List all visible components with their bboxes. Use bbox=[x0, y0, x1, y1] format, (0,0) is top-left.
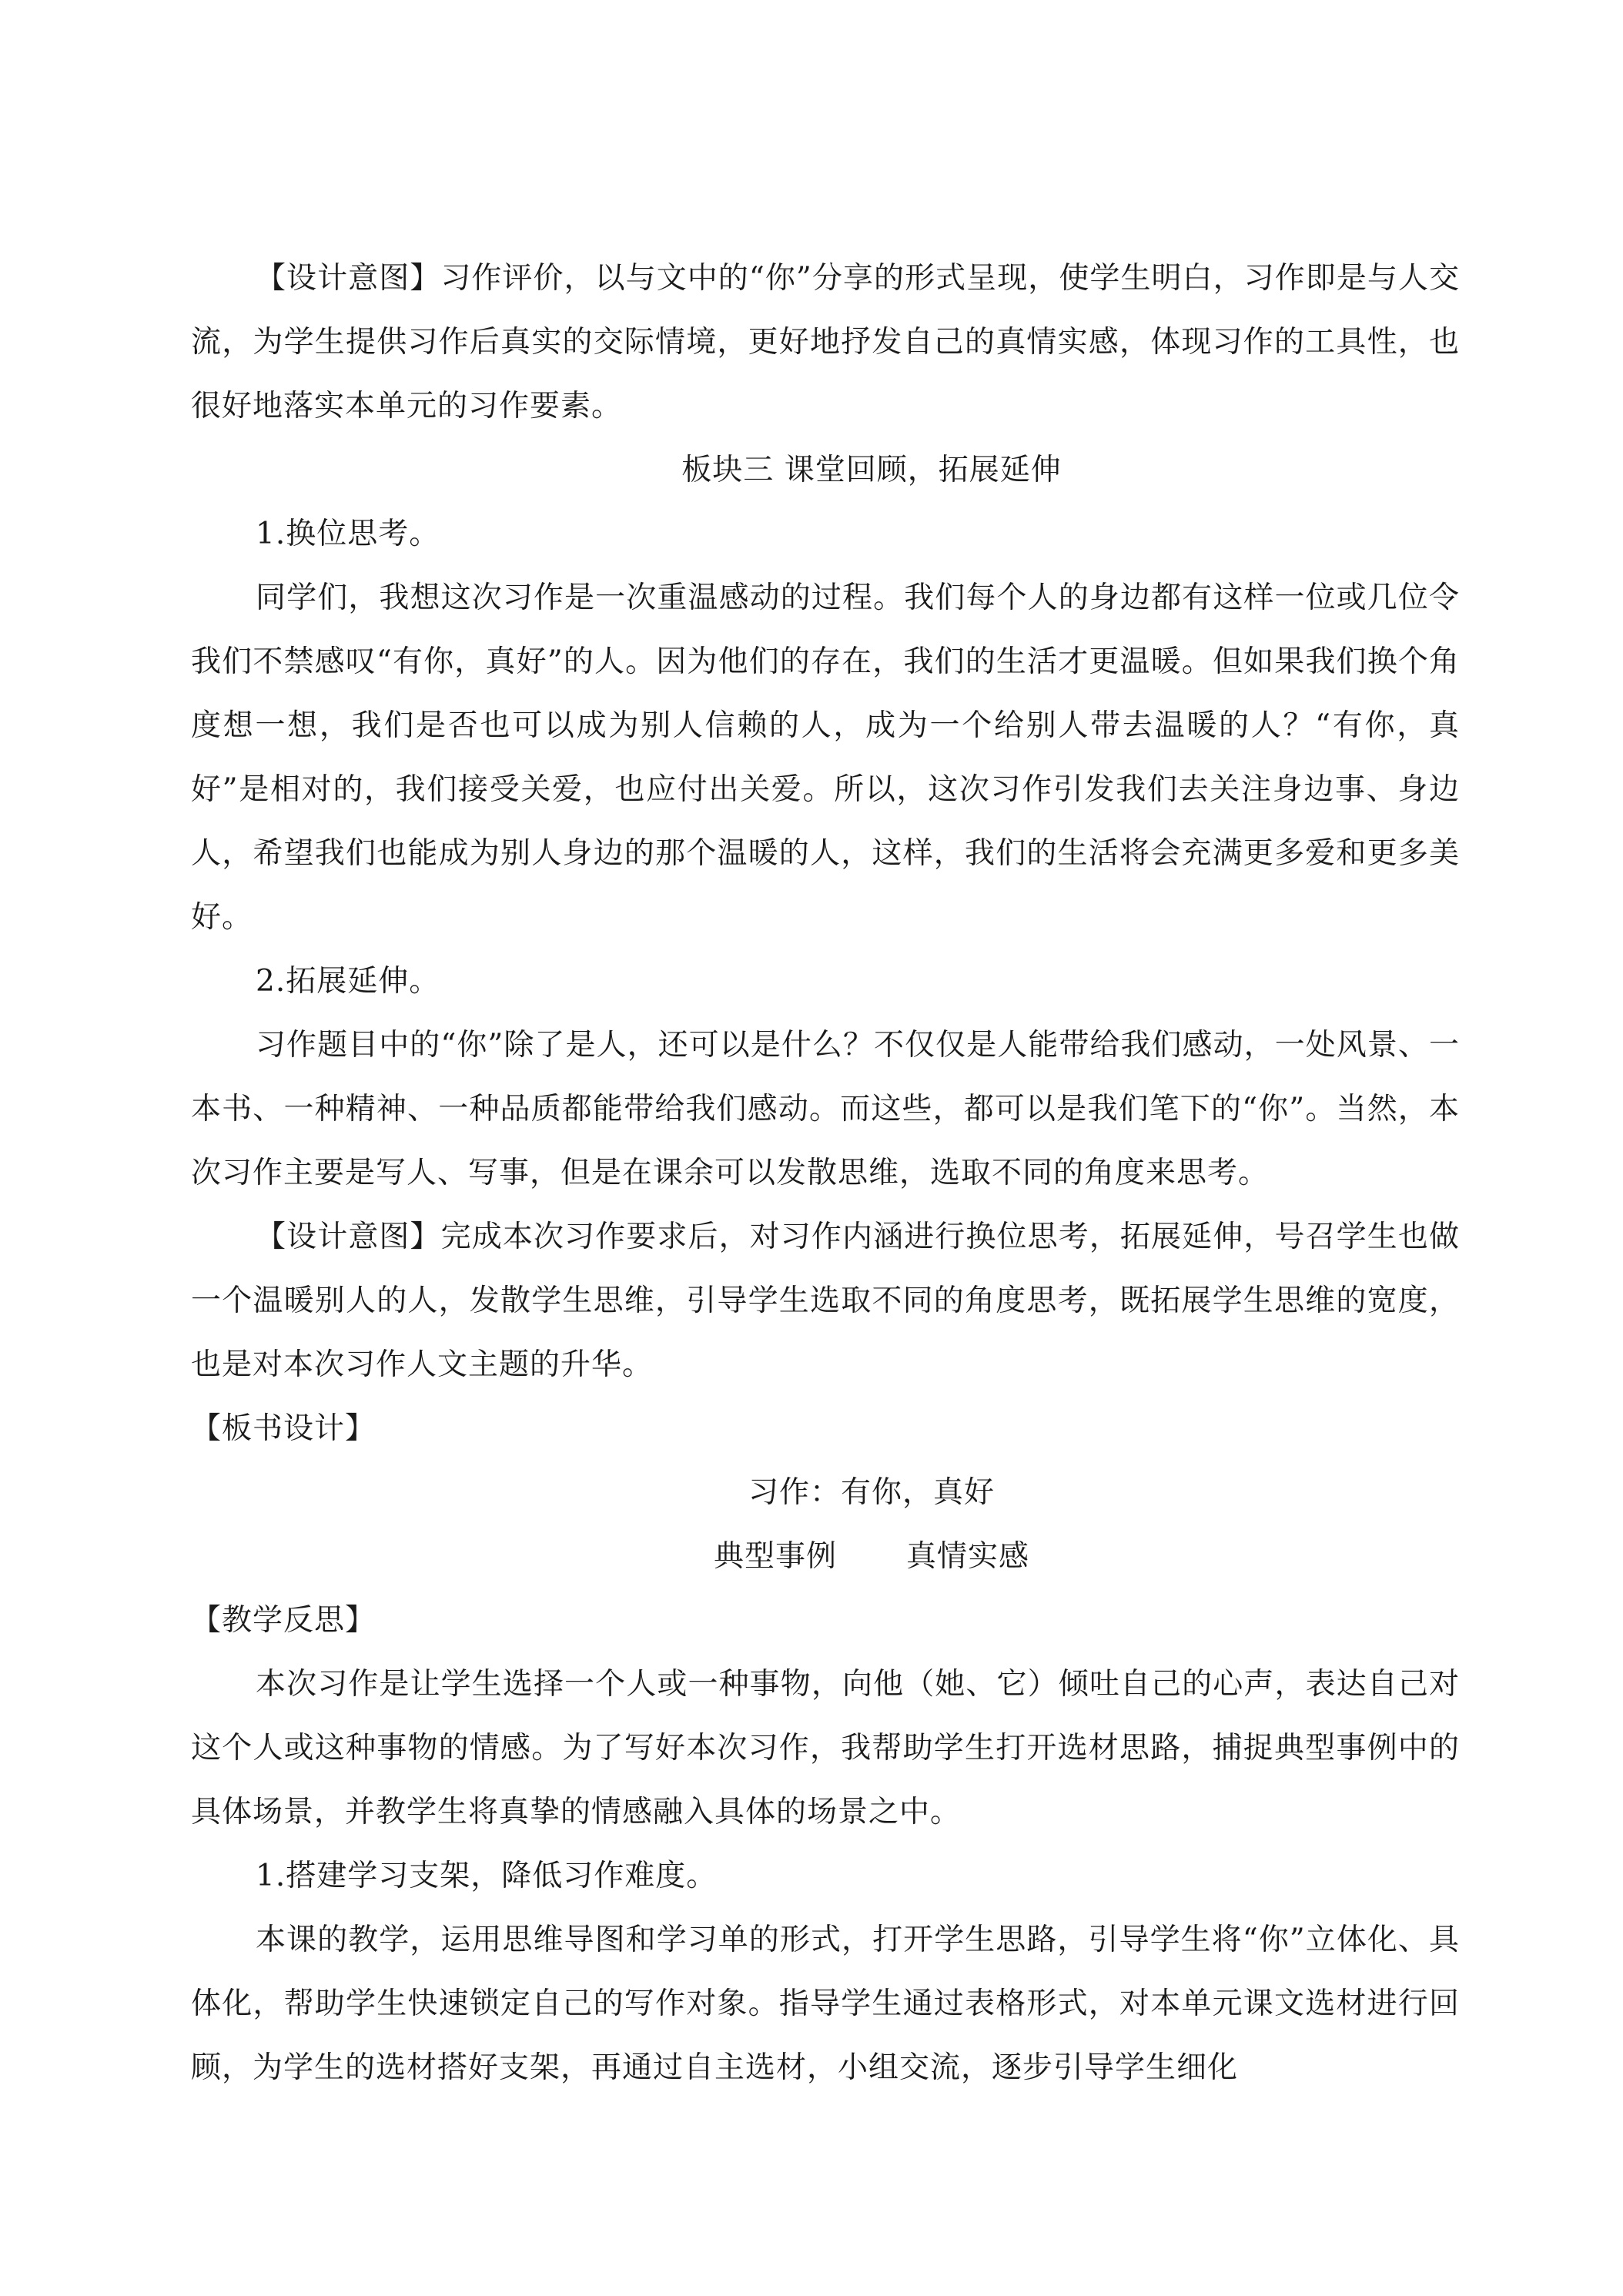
board-design-heading: 【板书设计】 bbox=[191, 1411, 376, 1446]
paragraph-scaffold: 本课的教学，运用思维导图和学习单的形式，打开学生思路，引导学生将“你”立体化、具体化，帮助学生快速锁定自己的写作对象。指导学生通过表格形式，对本单元课文选材进行回顾，为学生的选材搭好支架，再通过自主选材，小组交流，逐步引导学生细化 bbox=[191, 1923, 1460, 2085]
design-intent-paragraph-1: 【设计意图】习作评价，以与文中的“你”分享的形式呈现，使学生明白，习作即是与人交流，为学生提供习作后真实的交际情境，更好地抒发自己的真情实感，体现习作的工具性，也很好地落实本单元的习作要素。 bbox=[191, 261, 1460, 423]
paragraph-perspective-switch: 同学们，我想这次习作是一次重温感动的过程。我们每个人的身边都有这样一位或几位令我们不禁感叹“有你，真好”的人。因为他们的存在，我们的生活才更温暖。但如果我们换个角度想一想，我们是否也可以成为别人信赖的人，成为一个给别人带去温暖的人？“有你，真好”是相对的，我们接受关爱，也应付出关爱。所以，这次习作引发我们去关注身边事、身边人，希望我们也能成为别人身边的那个温暖的人，这样，我们的生活将会充满更多爱和更多美好。 bbox=[191, 581, 1460, 935]
teaching-reflection-heading: 【教学反思】 bbox=[191, 1603, 376, 1638]
design-intent-paragraph-2: 【设计意图】完成本次习作要求后，对习作内涵进行换位思考，拓展延伸，号召学生也做一个温暖别人的人，发散学生思维，引导学生选取不同的角度思考，既拓展学生思维的宽度，也是对本次习作人文主题的升华。 bbox=[191, 1220, 1460, 1382]
reflection-paragraph-intro: 本次习作是让学生选择一个人或一种事物，向他（她、它）倾吐自己的心声，表达自己对这个人或这种事物的情感。为了写好本次习作，我帮助学生打开选材思路，捕捉典型事例中的具体场景，并教学生将真挚的情感融入具体的场景之中。 bbox=[191, 1667, 1460, 1829]
board-keyword-typical-cases: 典型事例 bbox=[713, 1539, 837, 1574]
subheading-extension: 2.拓展延伸。 bbox=[256, 964, 440, 999]
board-keyword-true-feelings: 真情实感 bbox=[906, 1539, 1030, 1574]
subheading-scaffold: 1.搭建学习支架，降低习作难度。 bbox=[256, 1859, 718, 1893]
board-title: 习作：有你，真好 bbox=[748, 1475, 995, 1510]
board-keywords bbox=[191, 1525, 1460, 1588]
section-heading-block-3: 板块三 课堂回顾，拓展延伸 bbox=[681, 453, 1062, 487]
paragraph-extension: 习作题目中的“你”除了是人，还可以是什么？不仅仅是人能带给我们感动，一处风景、一本书、一种精神、一种品质都能带给我们感动。而这些，都可以是我们笔下的“你”。当然，本次习作主要是写人、写事，但是在课余可以发散思维，选取不同的角度来思考。 bbox=[191, 1028, 1460, 1190]
document-body bbox=[191, 246, 1460, 2100]
subheading-perspective-switch: 1.换位思考。 bbox=[256, 517, 440, 551]
